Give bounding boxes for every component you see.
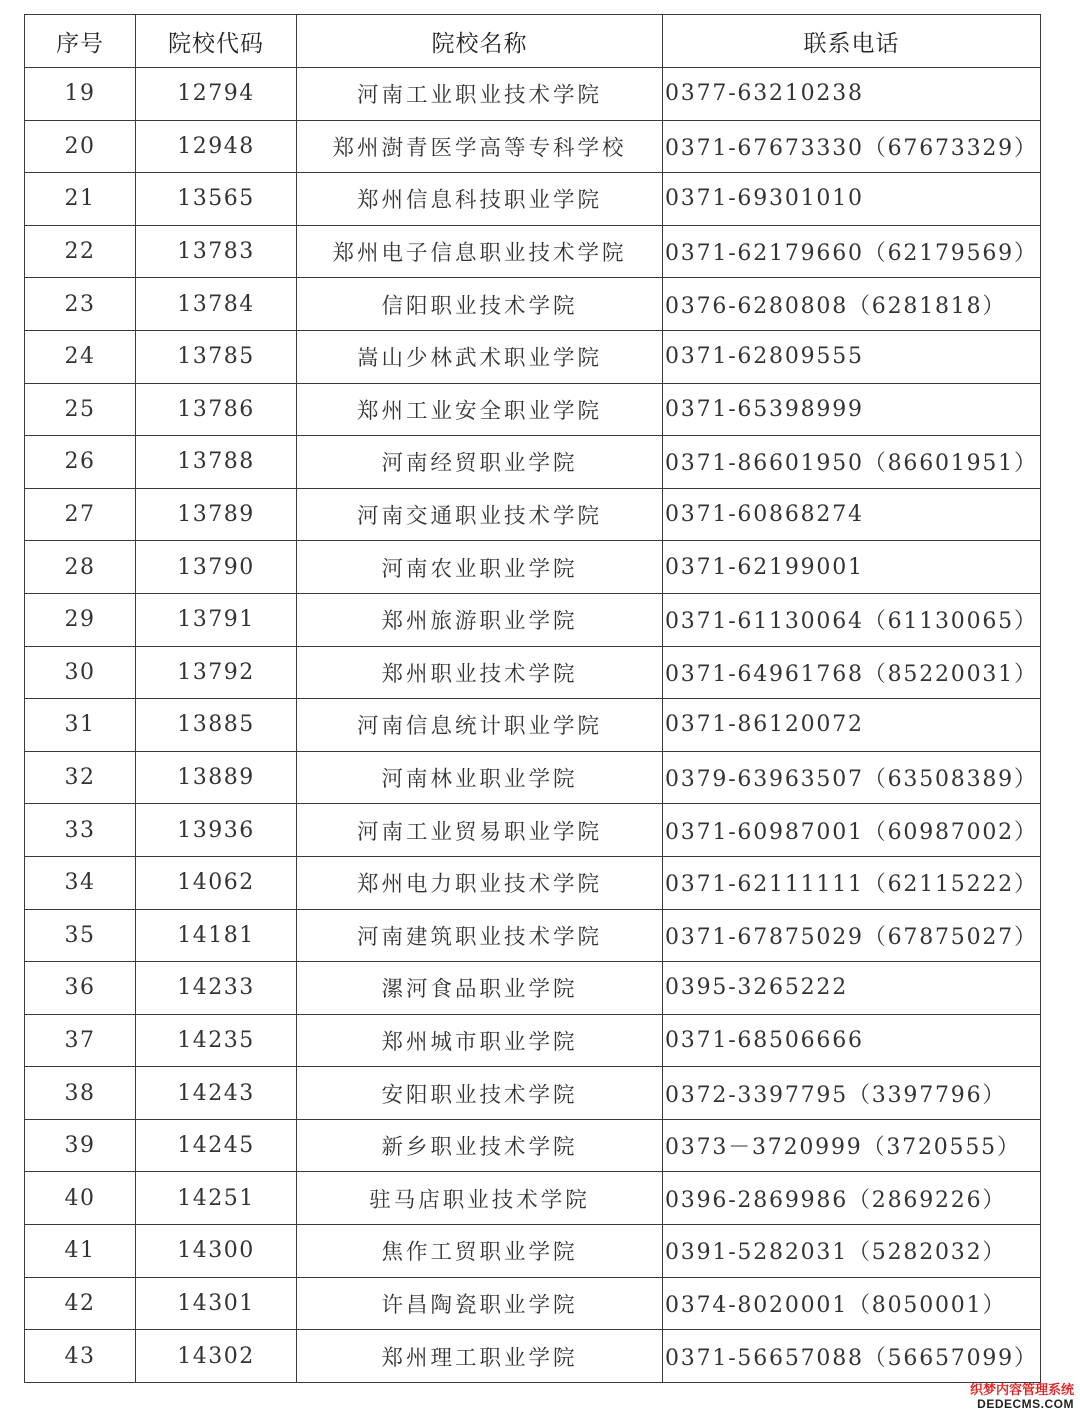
table-row: [25, 751, 1041, 804]
table-row: [25, 330, 1041, 383]
table-row: [25, 909, 1041, 962]
table-row: [25, 856, 1041, 909]
row-school-name: 许昌陶瓷职业学院: [297, 1277, 663, 1330]
row-school-code: 13783: [136, 225, 297, 278]
row-index: 28: [25, 541, 136, 594]
table-row: [25, 1172, 1041, 1225]
row-school-code: 13786: [136, 383, 297, 436]
row-school-code: 14300: [136, 1225, 297, 1278]
table-row: [25, 804, 1041, 857]
row-school-name: 驻马店职业技术学院: [297, 1172, 663, 1225]
row-school-name: 河南工业贸易职业学院: [297, 804, 663, 857]
table-row: [25, 1067, 1041, 1120]
row-school-name: 安阳职业技术学院: [297, 1067, 663, 1120]
row-index: 24: [25, 330, 136, 383]
row-school-code: 13565: [136, 173, 297, 226]
row-index: 30: [25, 646, 136, 699]
row-school-code: 13885: [136, 699, 297, 752]
row-school-code: 14302: [136, 1330, 297, 1383]
row-school-name: 郑州理工职业学院: [297, 1330, 663, 1383]
row-index: 40: [25, 1172, 136, 1225]
header-index: 序号: [25, 15, 136, 68]
row-school-name: 郑州职业技术学院: [297, 646, 663, 699]
row-school-code: 13936: [136, 804, 297, 857]
row-school-name: 河南信息统计职业学院: [297, 699, 663, 752]
table-row: [25, 278, 1041, 331]
row-index: 37: [25, 1014, 136, 1067]
row-index: 31: [25, 699, 136, 752]
row-school-name: 河南建筑职业技术学院: [297, 909, 663, 962]
row-school-name: 信阳职业技术学院: [297, 278, 663, 331]
row-school-name: 河南经贸职业学院: [297, 436, 663, 489]
row-phone: 0371-56657088（56657099）: [663, 1330, 1041, 1383]
row-phone: 0376-6280808（6281818）: [663, 278, 1041, 331]
row-school-code: 14062: [136, 856, 297, 909]
row-phone: 0371-62179660（62179569）: [663, 225, 1041, 278]
watermark-en: DEDECMS.COM: [977, 1396, 1074, 1411]
row-school-name: 郑州信息科技职业学院: [297, 173, 663, 226]
row-index: 25: [25, 383, 136, 436]
row-index: 29: [25, 593, 136, 646]
row-school-name: 焦作工贸职业学院: [297, 1225, 663, 1278]
row-phone: 0371-60987001（60987002）: [663, 804, 1041, 857]
table-row: [25, 488, 1041, 541]
row-index: 20: [25, 120, 136, 173]
row-index: 22: [25, 225, 136, 278]
row-school-code: 13785: [136, 330, 297, 383]
table-row: [25, 593, 1041, 646]
table-row: [25, 646, 1041, 699]
header-school-code: 院校代码: [136, 15, 297, 68]
row-school-code: 14243: [136, 1067, 297, 1120]
row-school-name: 郑州电子信息职业技术学院: [297, 225, 663, 278]
row-phone: 0371-68506666: [663, 1014, 1041, 1067]
row-phone: 0371-62111111（62115222）: [663, 856, 1041, 909]
row-school-name: 河南工业职业技术学院: [297, 68, 663, 121]
row-phone: 0396-2869986（2869226）: [663, 1172, 1041, 1225]
table-row: [25, 962, 1041, 1015]
table-body: [25, 68, 1041, 1383]
watermark: [970, 1384, 1074, 1411]
table-row: [25, 1119, 1041, 1172]
row-index: 26: [25, 436, 136, 489]
row-school-name: 河南林业职业学院: [297, 751, 663, 804]
row-school-name: 郑州澍青医学高等专科学校: [297, 120, 663, 173]
row-school-code: 13790: [136, 541, 297, 594]
table-row: [25, 383, 1041, 436]
table-row: [25, 541, 1041, 594]
table-row: [25, 699, 1041, 752]
row-school-code: 13788: [136, 436, 297, 489]
row-school-name: 郑州城市职业学院: [297, 1014, 663, 1067]
row-phone: 0371-67875029（67875027）: [663, 909, 1041, 962]
header-school-name: 院校名称: [297, 15, 663, 68]
row-index: 36: [25, 962, 136, 1015]
row-index: 19: [25, 68, 136, 121]
row-phone: 0371-86120072: [663, 699, 1041, 752]
table-row: [25, 1277, 1041, 1330]
row-school-code: 14251: [136, 1172, 297, 1225]
row-index: 35: [25, 909, 136, 962]
row-school-code: 13791: [136, 593, 297, 646]
row-phone: 0371-60868274: [663, 488, 1041, 541]
table-row: [25, 1225, 1041, 1278]
school-contact-table: [24, 14, 1041, 1383]
row-school-name: 郑州旅游职业学院: [297, 593, 663, 646]
row-phone: 0371-61130064（61130065）: [663, 593, 1041, 646]
row-index: 41: [25, 1225, 136, 1278]
row-index: 43: [25, 1330, 136, 1383]
row-phone: 0371-67673330（67673329）: [663, 120, 1041, 173]
row-phone: 0371-86601950（86601951）: [663, 436, 1041, 489]
row-school-code: 14181: [136, 909, 297, 962]
row-phone: 0371-62809555: [663, 330, 1041, 383]
row-phone: 0379-63963507（63508389）: [663, 751, 1041, 804]
row-school-code: 14235: [136, 1014, 297, 1067]
row-index: 23: [25, 278, 136, 331]
row-index: 21: [25, 173, 136, 226]
row-school-code: 12948: [136, 120, 297, 173]
row-school-name: 郑州工业安全职业学院: [297, 383, 663, 436]
table-row: [25, 173, 1041, 226]
table-row: [25, 225, 1041, 278]
row-index: 39: [25, 1119, 136, 1172]
row-school-name: 嵩山少林武术职业学院: [297, 330, 663, 383]
row-school-code: 13792: [136, 646, 297, 699]
row-school-code: 13789: [136, 488, 297, 541]
row-school-name: 河南交通职业技术学院: [297, 488, 663, 541]
row-phone: 0372-3397795（3397796）: [663, 1067, 1041, 1120]
row-index: 42: [25, 1277, 136, 1330]
row-phone: 0373－3720999（3720555）: [663, 1119, 1041, 1172]
row-school-name: 河南农业职业学院: [297, 541, 663, 594]
table-row: [25, 120, 1041, 173]
row-index: 32: [25, 751, 136, 804]
row-index: 33: [25, 804, 136, 857]
row-school-code: 14245: [136, 1119, 297, 1172]
row-school-name: 漯河食品职业学院: [297, 962, 663, 1015]
school-contact-table-container: [24, 14, 1040, 1383]
header-phone: 联系电话: [663, 15, 1041, 68]
table-row: [25, 436, 1041, 489]
table-row: [25, 68, 1041, 121]
row-index: 27: [25, 488, 136, 541]
row-phone: 0395-3265222: [663, 962, 1041, 1015]
row-school-code: 13889: [136, 751, 297, 804]
row-index: 38: [25, 1067, 136, 1120]
row-phone: 0377-63210238: [663, 68, 1041, 121]
row-index: 34: [25, 856, 136, 909]
row-phone: 0371-69301010: [663, 173, 1041, 226]
row-school-name: 新乡职业技术学院: [297, 1119, 663, 1172]
table-header: [25, 15, 1041, 68]
row-phone: 0371-65398999: [663, 383, 1041, 436]
row-school-code: 14233: [136, 962, 297, 1015]
table-row: [25, 1014, 1041, 1067]
row-school-code: 12794: [136, 68, 297, 121]
table-row: [25, 1330, 1041, 1383]
row-phone: 0374-8020001（8050001）: [663, 1277, 1041, 1330]
header-row: [25, 15, 1041, 68]
row-phone: 0391-5282031（5282032）: [663, 1225, 1041, 1278]
row-phone: 0371-64961768（85220031）: [663, 646, 1041, 699]
row-phone: 0371-62199001: [663, 541, 1041, 594]
row-school-code: 14301: [136, 1277, 297, 1330]
row-school-name: 郑州电力职业技术学院: [297, 856, 663, 909]
watermark-cn: 织梦内容管理系统: [969, 1382, 1074, 1398]
row-school-code: 13784: [136, 278, 297, 331]
